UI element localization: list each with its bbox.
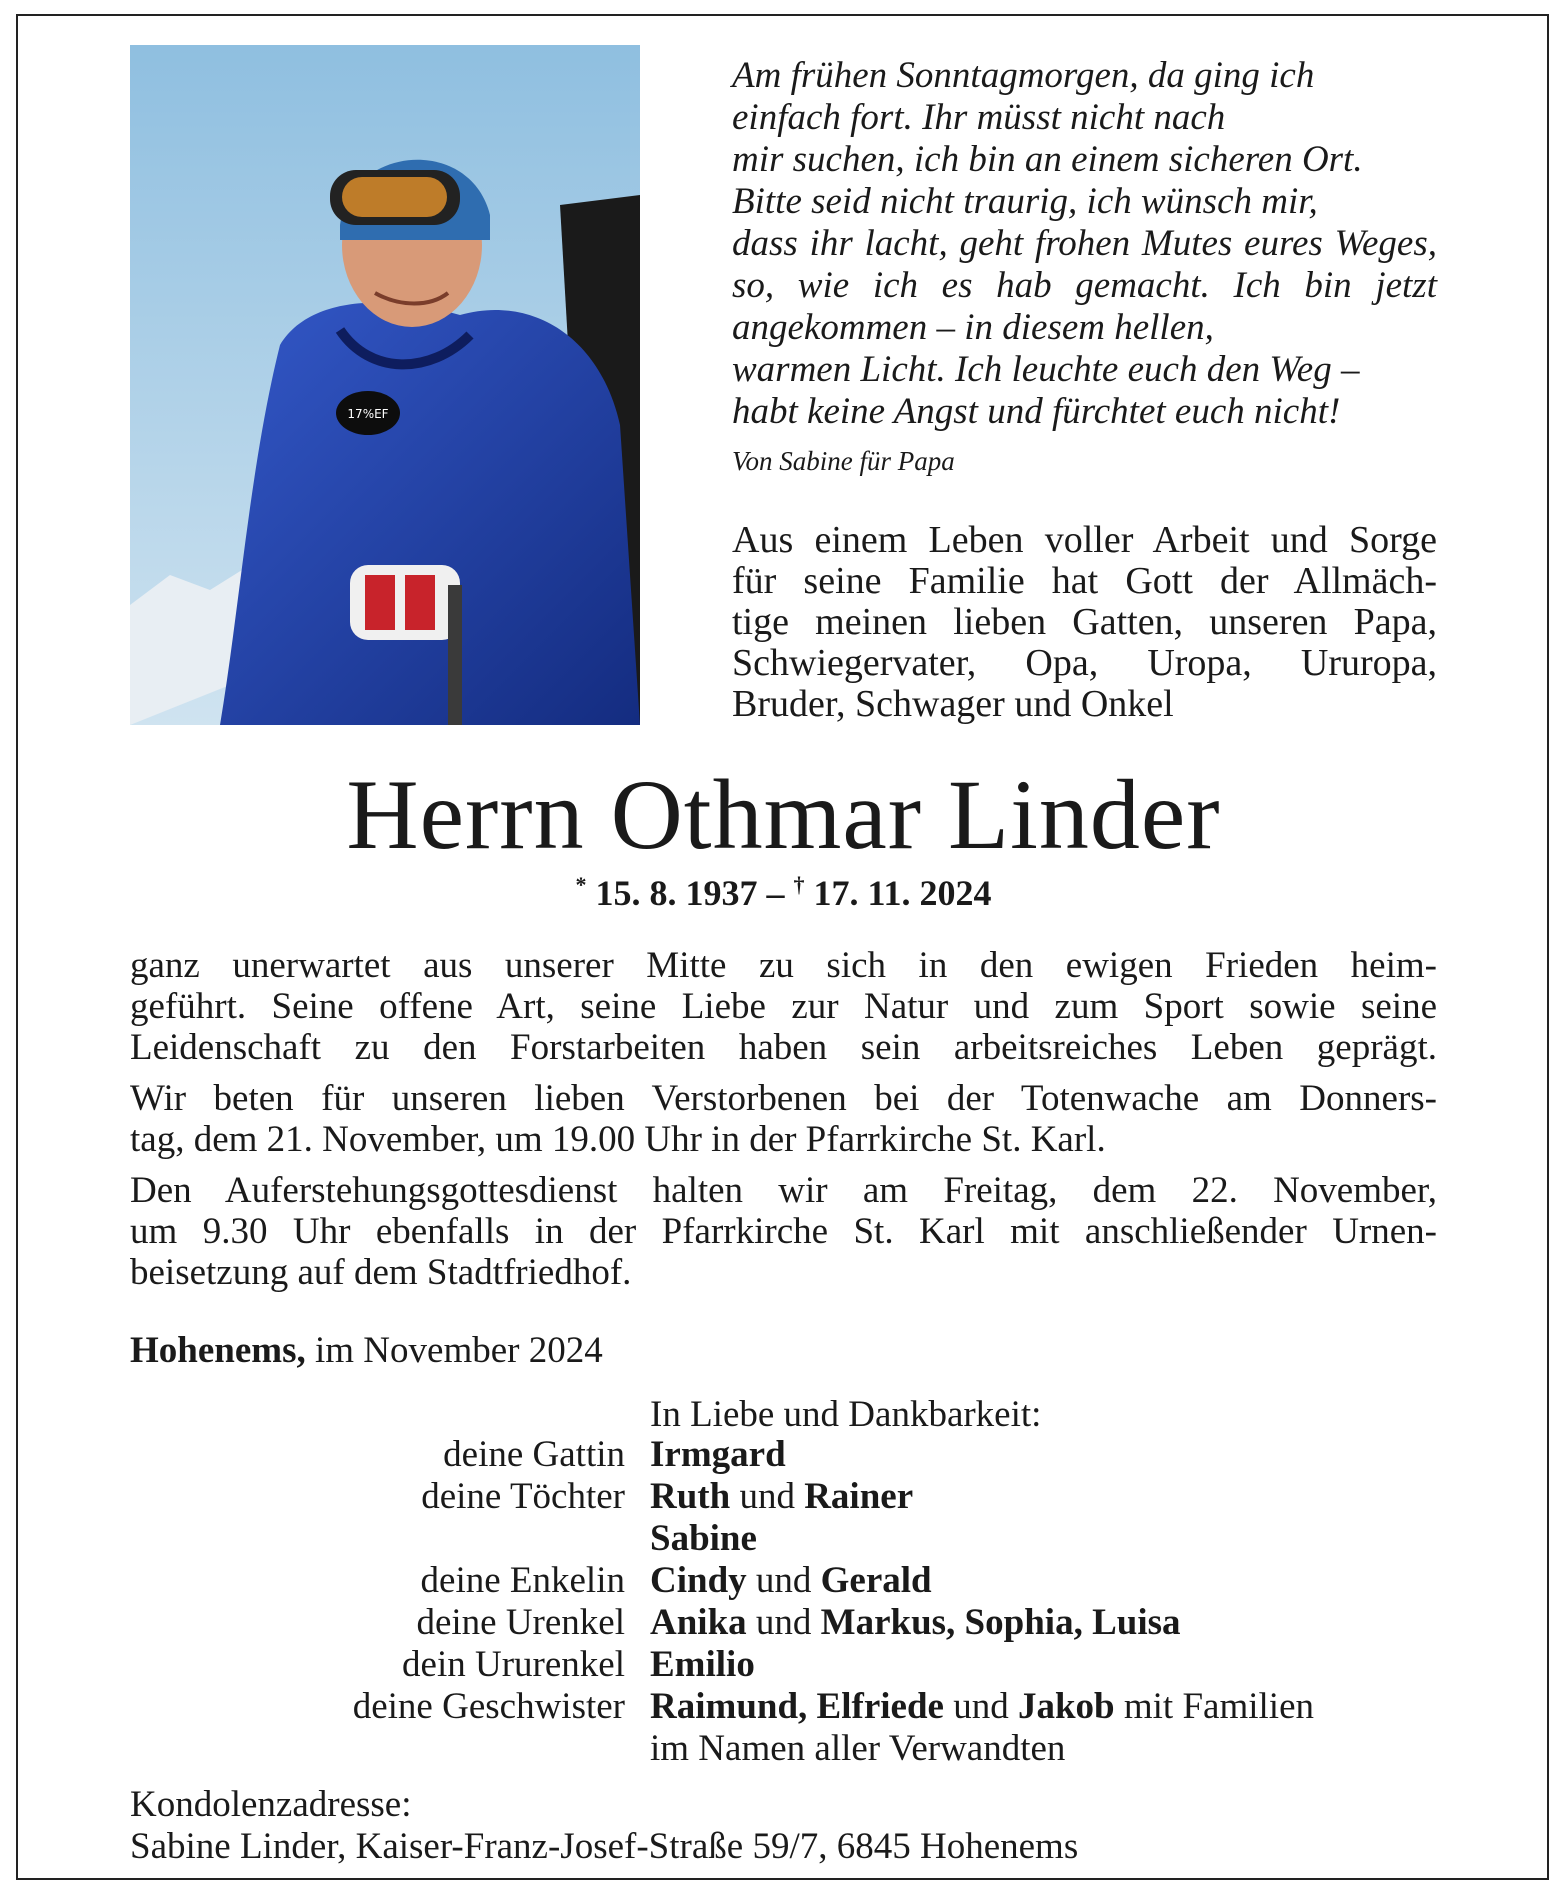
relative-name: Cindy <box>650 1560 747 1601</box>
relation-label: deine Urenkel <box>416 1602 625 1643</box>
body-line: ganz unerwartet aus unserer Mitte zu sich in den ewigen Frieden heim- <box>130 945 1437 986</box>
paragraph <box>130 945 1437 1068</box>
name-separator: und <box>730 1476 805 1517</box>
intro-line: für seine Familie hat Gott der Allmäch- <box>732 560 1437 602</box>
name-separator: und <box>943 1686 1018 1727</box>
name-separator: und <box>746 1602 821 1643</box>
poem-line: einfach fort. Ihr müsst nicht nach <box>732 97 1226 138</box>
poem-credit: Von Sabine für Papa <box>732 446 955 476</box>
life-dates <box>0 872 1567 914</box>
relation-label: dein Ururenkel <box>402 1644 625 1685</box>
poem <box>732 55 1437 433</box>
paragraph <box>130 1170 1437 1293</box>
signature-row <box>0 1644 1567 1686</box>
signature-row <box>0 1476 1567 1518</box>
death-date: 17. 11. 2024 <box>813 873 992 913</box>
signature-row <box>0 1434 1567 1476</box>
intro-line: Schwiegervater, Opa, Uropa, Ururopa, <box>732 642 1437 684</box>
relative-name: Gerald <box>820 1560 932 1601</box>
relative-name: Jakob <box>1017 1686 1115 1727</box>
paragraph <box>130 1078 1437 1160</box>
relative-names <box>650 1434 786 1476</box>
place-date <box>130 1329 603 1372</box>
poem-line: Am frühen Sonntagmorgen, da ging ich <box>732 55 1315 96</box>
portrait-photo <box>130 45 640 725</box>
poem-line: angekommen – in diesem hellen, <box>732 307 1214 348</box>
relatives-note: im Namen aller Verwandten <box>650 1728 1066 1769</box>
poem-line: Bitte seid nicht traurig, ich wünsch mir, <box>732 181 1318 222</box>
birth-symbol: * <box>575 872 587 897</box>
place-town: Hohenems, <box>130 1330 306 1371</box>
relative-name: Raimund, Elfriede <box>650 1686 944 1727</box>
poem-line: habt keine Angst und fürchtet euch nicht! <box>732 391 1341 432</box>
announcement-body <box>130 945 1437 1303</box>
body-line: beisetzung auf dem Stadtfriedhof. <box>130 1252 632 1293</box>
relative-name: Sabine <box>650 1518 757 1559</box>
relative-names <box>650 1602 1181 1644</box>
relative-names <box>650 1518 757 1560</box>
relative-name: Markus, Sophia, Luisa <box>820 1602 1181 1643</box>
death-symbol: † <box>793 872 805 897</box>
condolence-label: Kondolenzadresse: <box>130 1784 412 1825</box>
relative-name: Rainer <box>804 1476 914 1517</box>
relative-names <box>650 1686 1314 1728</box>
place-month: im November 2024 <box>315 1330 603 1371</box>
deceased-name: Herrn Othmar Linder <box>346 759 1221 870</box>
intro-text <box>732 520 1437 725</box>
signature-row <box>0 1686 1567 1728</box>
signature-row <box>0 1518 1567 1560</box>
condolence-text: Sabine Linder, Kaiser-Franz-Josef-Straße 59/7, 6845 Hohenems <box>130 1826 1079 1867</box>
relation-label: deine Gattin <box>443 1434 625 1475</box>
body-line: geführt. Seine offene Art, seine Liebe zur Natur und zum Sport sowie seine <box>130 986 1437 1027</box>
signature-heading: In Liebe und Dankbarkeit: <box>650 1394 1042 1435</box>
body-line: tag, dem 21. November, um 19.00 Uhr in der Pfarrkirche St. Karl. <box>130 1119 1106 1160</box>
body-line: um 9.30 Uhr ebenfalls in der Pfarrkirche St. Karl mit anschließender Urnen- <box>130 1211 1437 1252</box>
poem-line: mir suchen, ich bin an einem sicheren Ort. <box>732 139 1363 180</box>
poem-line: so, wie ich es hab gemacht. Ich bin jetzt <box>732 265 1437 306</box>
body-line: Den Auferstehungsgottesdienst halten wir am Freitag, dem 22. November, <box>130 1170 1437 1211</box>
relation-label: deine Geschwister <box>352 1686 625 1727</box>
relation-label: deine Töchter <box>421 1476 625 1517</box>
poem-line: warmen Licht. Ich leuchte euch den Weg – <box>732 349 1360 390</box>
condolence-address <box>130 1784 1078 1868</box>
svg-text:17%EF: 17%EF <box>347 407 389 421</box>
birth-date: 15. 8. 1937 <box>595 873 758 913</box>
body-line: Wir beten für unseren lieben Verstorbenen bei der Totenwache am Donners- <box>130 1078 1437 1119</box>
signature-row <box>0 1560 1567 1602</box>
body-line: Leidenschaft zu den Forstarbeiten haben sein arbeitsreiches Leben geprägt. <box>130 1027 1437 1068</box>
relative-name: Emilio <box>650 1644 755 1685</box>
intro-line: tige meinen lieben Gatten, unseren Papa, <box>732 601 1437 643</box>
relative-name: Anika <box>650 1602 747 1643</box>
relative-names <box>650 1560 932 1602</box>
signature-list <box>0 1434 1567 1770</box>
relative-name: Ruth <box>650 1476 731 1517</box>
relative-names <box>650 1644 755 1686</box>
signature-row <box>0 1728 1567 1770</box>
poem-line: dass ihr lacht, geht frohen Mutes eures Weges, <box>732 223 1437 264</box>
name-tail: mit Familien <box>1114 1686 1315 1727</box>
relation-label: deine Enkelin <box>420 1560 625 1601</box>
intro-line: Bruder, Schwager und Onkel <box>732 683 1174 725</box>
relative-name: Irmgard <box>650 1434 786 1475</box>
name-separator: und <box>746 1560 821 1601</box>
intro-line: Aus einem Leben voller Arbeit und Sorge <box>732 519 1437 561</box>
relative-names <box>650 1476 913 1518</box>
signature-row <box>0 1602 1567 1644</box>
date-dash: – <box>766 873 785 913</box>
